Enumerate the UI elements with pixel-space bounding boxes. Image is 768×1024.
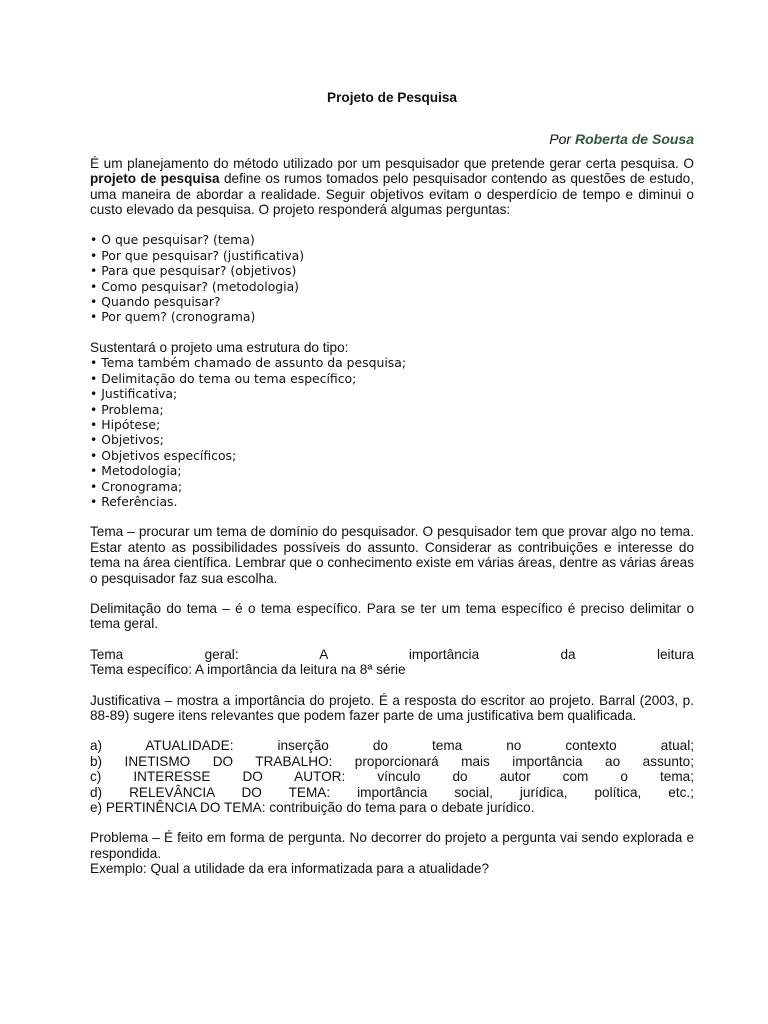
list-item: • Delimitação do tema ou tema específico;: [90, 371, 694, 386]
intro-paragraph: [90, 156, 694, 218]
list-item: • O que pesquisar? (tema): [90, 232, 694, 247]
structure-list: [90, 355, 694, 509]
list-item: • Quando pesquisar?: [90, 294, 694, 309]
justificativa-paragraph: Justificativa – mostra a importância do projeto. É a resposta do escritor ao projeto. Barral (2003, p. 88-89) sugere itens relevantes que podem fazer parte de uma justificativa bem qualificada.: [90, 692, 694, 723]
list-item: • Problema;: [90, 402, 694, 417]
justificativa-item-e: e) PERTINÊNCIA DO TEMA: contribuição do tema para o debate jurídico.: [90, 800, 535, 816]
structure-intro: Sustentará o projeto uma estrutura do tipo:: [90, 339, 349, 355]
list-item: • Por que pesquisar? (justificativa): [90, 248, 694, 263]
page-title: Projeto de Pesquisa: [327, 90, 457, 105]
justificativa-item-c: c) INTERESSE DO AUTOR: vínculo do autor com o tema;: [90, 769, 694, 785]
document-body: [90, 90, 694, 877]
list-item: • Para que pesquisar? (objetivos): [90, 263, 694, 278]
justificativa-item-b: b) INETISMO DO TRABALHO: proporcionará mais importância ao assunto;: [90, 753, 694, 769]
intro-text-1: É um planejamento do método utilizado por um pesquisador que pretende gerar certa pesquisa. O: [90, 155, 694, 171]
list-item: • Objetivos;: [90, 432, 694, 447]
questions-list: [90, 232, 694, 324]
intro-bold-term: projeto de pesquisa: [90, 171, 220, 187]
tema-paragraph: Tema – procurar um tema de domínio do pesquisador. O pesquisador tem que provar algo no tema. Estar atento as possibilidades possíveis do assunto. Considerar as contribuições e interesse do tema na área científica. Lembrar que o conhecimento existe em várias áreas, dentre as várias áreas o pesquisador faz sua escolha.: [90, 524, 694, 586]
list-item: • Tema também chamado de assunto da pesquisa;: [90, 355, 694, 370]
byline: [90, 132, 694, 147]
problema-example: Exemplo: Qual a utilidade da era informatizada para a atualidade?: [90, 861, 490, 877]
intro-text-2: define os rumos tomados pelo pesquisador contendo as questões de estudo, uma maneira de abordar a realidade. Seguir objetivos evitam o desperdício de tempo e diminui o custo elevado da pesquisa. O projeto responderá algumas perguntas:: [90, 171, 694, 218]
byline-author: Roberta de Sousa: [574, 131, 694, 148]
list-item: • Referências.: [90, 494, 694, 509]
list-item: • Objetivos específicos;: [90, 448, 694, 463]
problema-paragraph: Problema – É feito em forma de pergunta. No decorrer do projeto a pergunta vai sendo explorada e respondida.: [90, 830, 694, 861]
list-item: • Por quem? (cronograma): [90, 309, 694, 324]
list-item: • Cronograma;: [90, 479, 694, 494]
justificativa-item-d: d) RELEVÂNCIA DO TEMA: importância social, jurídica, política, etc.;: [90, 784, 694, 800]
byline-prefix: Por: [549, 131, 575, 148]
list-item: • Justificativa;: [90, 386, 694, 401]
justificativa-item-a: a) ATUALIDADE: inserção do tema no contexto atual;: [90, 738, 694, 754]
list-item: • Hipótese;: [90, 417, 694, 432]
delimitacao-paragraph: Delimitação do tema – é o tema específico. Para se ter um tema específico é preciso delimitar o tema geral.: [90, 600, 694, 632]
tema-especifico-line: Tema específico: A importância da leitura na 8ª série: [90, 662, 406, 678]
list-item: • Como pesquisar? (metodologia): [90, 279, 694, 294]
list-item: • Metodologia;: [90, 463, 694, 478]
tema-geral-line: Tema geral: A importância da leitura: [90, 646, 694, 662]
